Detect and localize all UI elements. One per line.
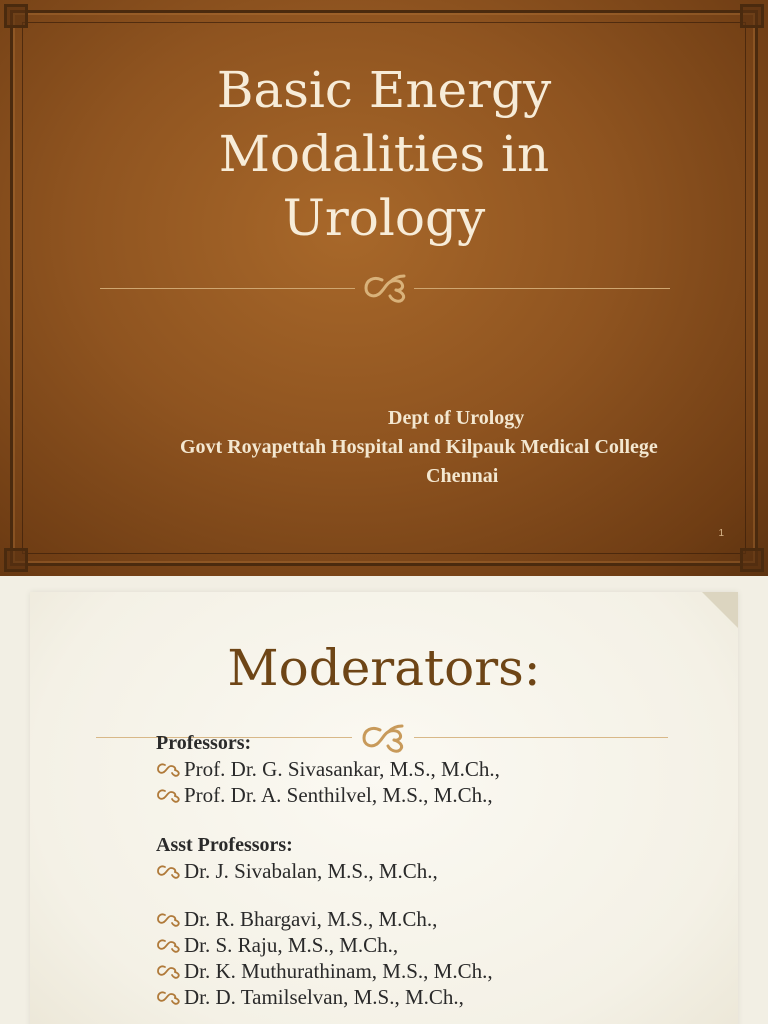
list-item (156, 932, 756, 958)
slide-number: 1 (718, 528, 724, 539)
section-label-professors: Professors: (156, 732, 252, 754)
moderator-name: Dr. R. Bhargavi, M.S., M.Ch., (184, 907, 438, 931)
fleuron-bullet-icon (156, 760, 184, 778)
fleuron-bullet-icon (156, 988, 184, 1006)
slide-title-line: Modalities in (218, 125, 550, 183)
slide-title (0, 58, 768, 250)
slide-heading: Moderators: (227, 639, 541, 697)
title-divider-right (414, 288, 670, 289)
department-text: Dept of Urology (388, 407, 525, 429)
fleuron-ornament-icon (360, 270, 412, 304)
fleuron-bullet-icon (156, 862, 184, 880)
list-item (156, 782, 756, 808)
frame-corner (4, 548, 28, 572)
slide-subtitle (180, 404, 756, 491)
frame-corner (4, 4, 28, 28)
moderator-name: Dr. K. Muthurathinam, M.S., M.Ch., (184, 959, 493, 983)
list-item (156, 756, 756, 782)
fleuron-bullet-icon (156, 786, 184, 804)
list-item (156, 958, 756, 984)
list-item (156, 984, 756, 1010)
frame-corner (740, 4, 764, 28)
moderator-name: Dr. D. Tamilselvan, M.S., M.Ch., (184, 985, 464, 1009)
frame-corner (740, 548, 764, 572)
slide-title-line: Urology (282, 189, 486, 247)
fleuron-bullet-icon (156, 910, 184, 928)
page-fold (702, 592, 738, 628)
slide-title-line: Basic Energy (216, 61, 552, 119)
moderator-name: Dr. S. Raju, M.S., M.Ch., (184, 933, 399, 957)
fleuron-bullet-icon (156, 936, 184, 954)
title-divider-left (100, 288, 355, 289)
city-text: Chennai (426, 465, 499, 487)
section-label-asst-professors: Asst Professors: (156, 834, 293, 856)
moderator-name: Prof. Dr. G. Sivasankar, M.S., M.Ch., (184, 757, 500, 781)
fleuron-bullet-icon (156, 962, 184, 980)
moderator-name: Dr. J. Sivabalan, M.S., M.Ch., (184, 859, 438, 883)
moderators-slide (0, 576, 768, 1024)
list-item (156, 906, 756, 932)
list-item (156, 858, 756, 884)
moderators-list (156, 730, 756, 1010)
moderator-name: Prof. Dr. A. Senthilvel, M.S., M.Ch., (184, 783, 493, 807)
institution-text: Govt Royapettah Hospital and Kilpauk Medical College (180, 436, 658, 458)
